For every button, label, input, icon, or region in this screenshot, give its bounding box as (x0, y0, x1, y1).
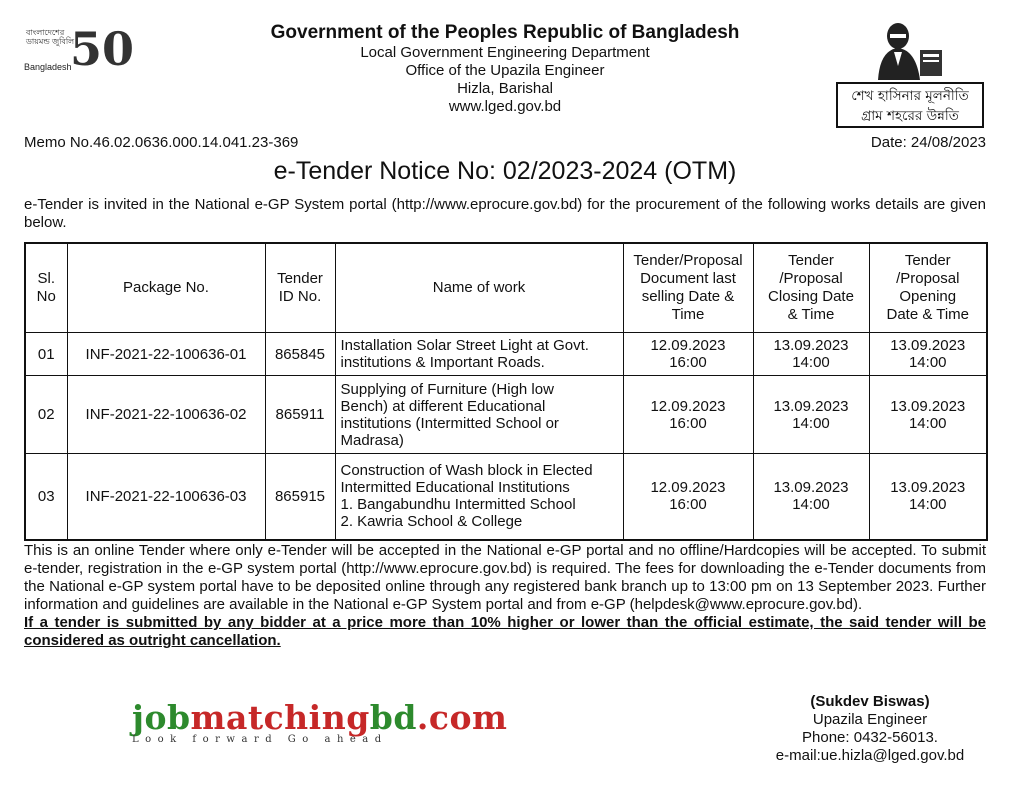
tender-table (24, 242, 988, 541)
notice-date: Date: 24/08/2023 (870, 134, 986, 151)
header-work: Name of work (335, 243, 623, 333)
signature-block (740, 693, 1000, 765)
header-government: Government of the Peoples Republic of Bangladesh (270, 22, 740, 43)
slogan-line-1: শেখ হাসিনার মূলনীতি (851, 88, 969, 104)
cell-sl: 01 (25, 333, 67, 376)
cell-closing: 13.09.2023 14:00 (753, 454, 869, 540)
cell-sl: 03 (25, 454, 67, 540)
cell-selling: 12.09.2023 16:00 (623, 333, 753, 376)
slogan-box (836, 82, 984, 128)
watermark-logo-text: jobmatchingbd.com (132, 698, 508, 737)
jobmatchingbd-watermark (132, 698, 508, 745)
signatory-title: Upazila Engineer (812, 711, 928, 728)
cell-closing: 13.09.2023 14:00 (753, 333, 869, 376)
signatory-phone: Phone: 0432-56013. (802, 729, 938, 746)
notice-title: e-Tender Notice No: 02/2023-2024 (OTM) (273, 157, 737, 185)
cell-work: Construction of Wash block in Elected Intermitted Educational Institutions 1. Bangabundhu Intermitted School 2. Kawria School & College (335, 454, 623, 540)
header-office: Office of the Upazila Engineer (405, 62, 605, 79)
header-department: Local Government Engineering Department (360, 44, 650, 61)
header-website: www.lged.gov.bd (448, 98, 562, 115)
cancellation-warning: If a tender is submitted by any bidder at a price more than 10% higher or lower than the official estimate, the said tender will be considered as outright cancellation. (24, 614, 986, 649)
signatory-name: (Sukdev Biswas) (810, 693, 930, 710)
header-tender-id: Tender ID No. (265, 243, 335, 333)
cell-tender-id: 865915 (265, 454, 335, 540)
cell-closing: 13.09.2023 14:00 (753, 376, 869, 454)
terms-text: This is an online Tender where only e-Tender will be accepted in the National e-GP portal and no offline/Hardcopies will be accepted. To submit e-tender, registration in the e-GP system portal (http://www.eprocure.gov.bd) is required. The fees for downloading the e-Tender documents from the National e-GP system portal have to be deposited online through any registered bank branch up to 13:00 pm on 13 September 2023. Further information and guidelines are available in the National e-GP System portal and from e-GP (helpdesk@www.eprocure.gov.bd). (24, 542, 986, 613)
cell-work: Installation Solar Street Light at Govt. institutions & Important Roads. (335, 333, 623, 376)
logo-country-text: Bangladesh (24, 62, 72, 72)
table-row (25, 454, 987, 540)
office-header (200, 22, 810, 116)
cell-package: INF-2021-22-100636-02 (67, 376, 265, 454)
cell-opening: 13.09.2023 14:00 (869, 376, 987, 454)
header-sl: Sl. No (25, 243, 67, 333)
header-location: Hizla, Barishal (457, 80, 553, 97)
table-header-row (25, 243, 987, 333)
watermark-tagline: Look forward Go ahead (132, 734, 388, 745)
cell-selling: 12.09.2023 16:00 (623, 454, 753, 540)
memo-number: Memo No.46.02.0636.000.14.041.23-369 (24, 134, 299, 151)
cell-package: INF-2021-22-100636-01 (67, 333, 265, 376)
logo-bangla-text: বাংলাদেশের ডায়মন্ড জুবিলি (26, 28, 75, 46)
bangladesh-50-logo (18, 18, 135, 84)
cell-package: INF-2021-22-100636-03 (67, 454, 265, 540)
cell-selling: 12.09.2023 16:00 (623, 376, 753, 454)
slogan-line-2: গ্রাম শহরের উন্নতি (861, 108, 959, 124)
header-package: Package No. (67, 243, 265, 333)
intro-paragraph: e-Tender is invited in the National e-GP System portal (http://www.eprocure.gov.bd) for the procurement of the following works details are given below. (24, 196, 986, 231)
cell-opening: 13.09.2023 14:00 (869, 333, 987, 376)
cell-tender-id: 865845 (265, 333, 335, 376)
table-row (25, 333, 987, 376)
cell-sl: 02 (25, 376, 67, 454)
header-selling: Tender/Proposal Document last selling Date & Time (623, 243, 753, 333)
terms-paragraph (24, 542, 986, 650)
signatory-email: e-mail:ue.hizla@lged.gov.bd (775, 747, 965, 764)
header-closing: Tender /Proposal Closing Date & Time (753, 243, 869, 333)
logo-50-text: 50 (70, 22, 135, 76)
header-opening: Tender /Proposal Opening Date & Time (869, 243, 987, 333)
cell-opening: 13.09.2023 14:00 (869, 454, 987, 540)
table-row (25, 376, 987, 454)
cell-work: Supplying of Furniture (High low Bench) at different Educational institutions (Intermitted School or Madrasa) (335, 376, 623, 454)
portrait-illustration (868, 20, 950, 80)
cell-tender-id: 865911 (265, 376, 335, 454)
